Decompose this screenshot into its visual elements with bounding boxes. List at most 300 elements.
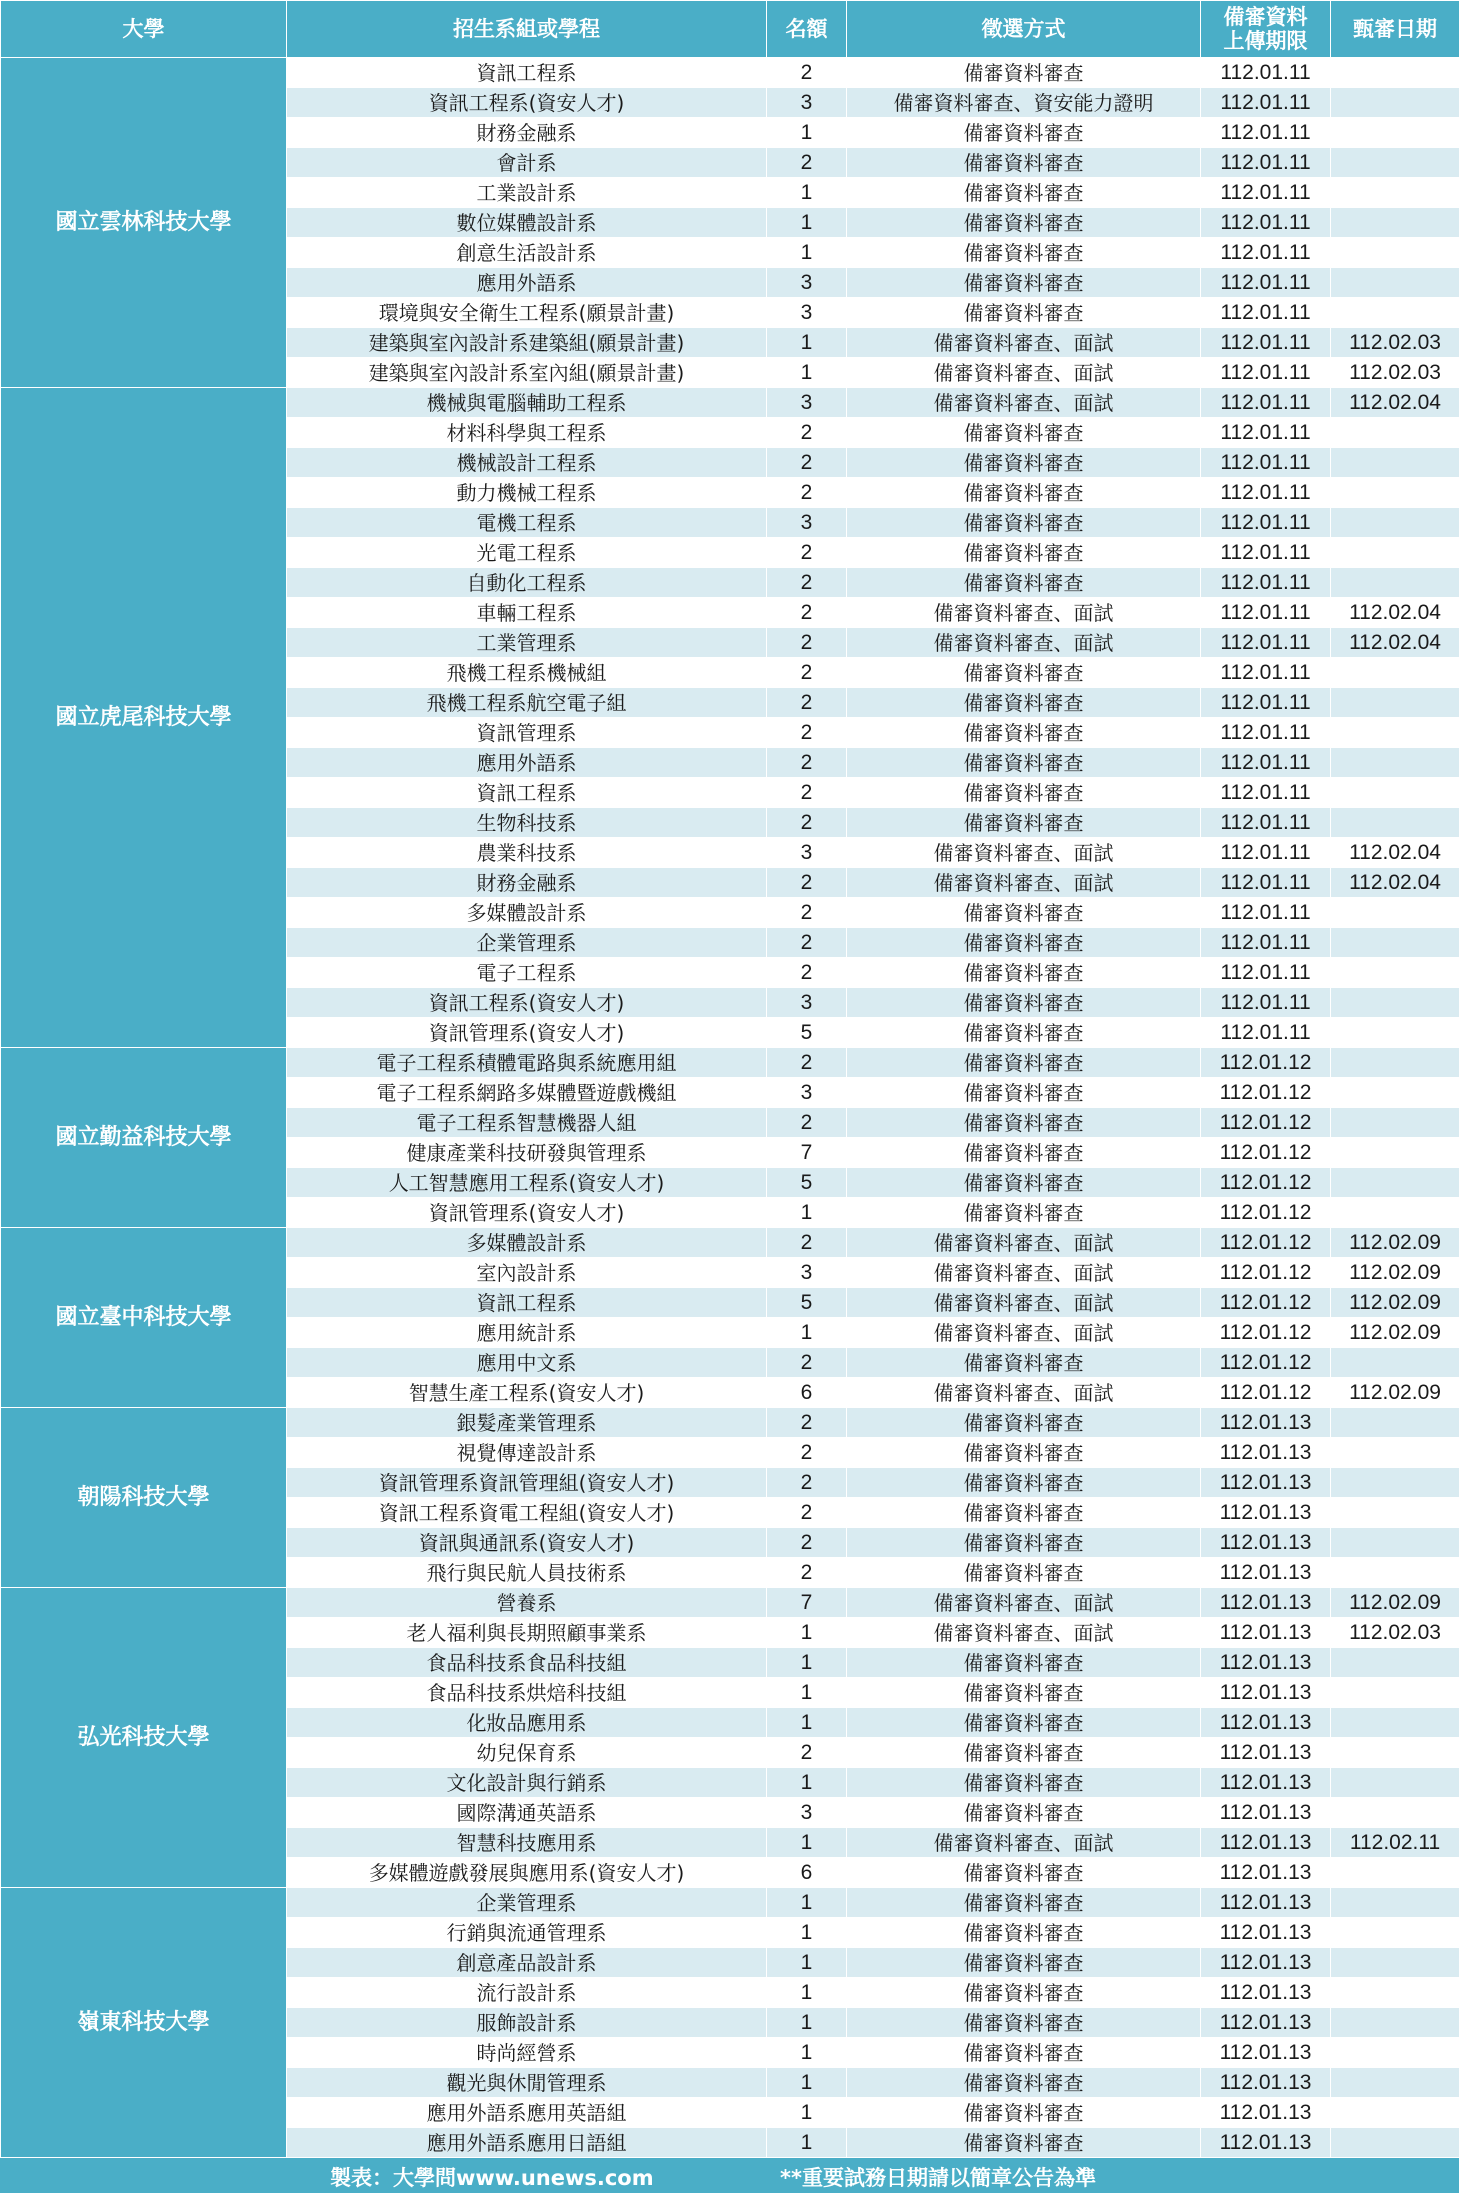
deadline-cell: 112.01.11 [1201, 838, 1331, 868]
method-cell: 備審資料審查、面試 [847, 1228, 1201, 1258]
program-cell: 創意產品設計系 [287, 1948, 767, 1978]
deadline-cell: 112.01.12 [1201, 1198, 1331, 1228]
review-date-cell [1331, 898, 1459, 928]
program-cell: 電機工程系 [287, 508, 767, 538]
method-cell: 備審資料審查 [847, 268, 1201, 298]
method-cell: 備審資料審查、面試 [847, 838, 1201, 868]
program-cell: 建築與室內設計系室內組(願景計畫) [287, 358, 767, 388]
review-date-cell [1331, 1858, 1459, 1888]
quota-cell: 1 [767, 1678, 847, 1708]
deadline-cell: 112.01.11 [1201, 658, 1331, 688]
university-cell: 國立臺中科技大學 [1, 1228, 287, 1408]
table-row [1, 388, 1459, 418]
header-deadline-line1: 備審資料 [1224, 5, 1308, 29]
quota-cell: 6 [767, 1378, 847, 1408]
quota-cell: 1 [767, 2128, 847, 2158]
program-cell: 國際溝通英語系 [287, 1798, 767, 1828]
program-cell: 車輛工程系 [287, 598, 767, 628]
deadline-cell: 112.01.13 [1201, 1438, 1331, 1468]
method-cell: 備審資料審查 [847, 208, 1201, 238]
quota-cell: 3 [767, 388, 847, 418]
program-cell: 工業設計系 [287, 178, 767, 208]
method-cell: 備審資料審查 [847, 2008, 1201, 2038]
method-cell: 備審資料審查 [847, 1348, 1201, 1378]
method-cell: 備審資料審查 [847, 2068, 1201, 2098]
quota-cell: 2 [767, 748, 847, 778]
university-cell: 國立雲林科技大學 [1, 58, 287, 388]
program-cell: 多媒體設計系 [287, 898, 767, 928]
review-date-cell [1331, 568, 1459, 598]
program-cell: 工業管理系 [287, 628, 767, 658]
header-review-date: 甄審日期 [1331, 1, 1459, 58]
deadline-cell: 112.01.11 [1201, 808, 1331, 838]
review-date-cell [1331, 418, 1459, 448]
program-cell: 文化設計與行銷系 [287, 1768, 767, 1798]
method-cell: 備審資料審查 [847, 718, 1201, 748]
method-cell: 備審資料審查 [847, 928, 1201, 958]
program-cell: 電子工程系網路多媒體暨遊戲機組 [287, 1078, 767, 1108]
method-cell: 備審資料審查 [847, 1798, 1201, 1828]
program-cell: 食品科技系烘焙科技組 [287, 1678, 767, 1708]
program-cell: 食品科技系食品科技組 [287, 1648, 767, 1678]
review-date-cell [1331, 2128, 1459, 2158]
table-row [1, 1408, 1459, 1438]
quota-cell: 1 [767, 238, 847, 268]
method-cell: 備審資料審查 [847, 1918, 1201, 1948]
quota-cell: 3 [767, 1258, 847, 1288]
deadline-cell: 112.01.13 [1201, 1498, 1331, 1528]
method-cell: 備審資料審查 [847, 1138, 1201, 1168]
quota-cell: 2 [767, 1558, 847, 1588]
review-date-cell [1331, 148, 1459, 178]
method-cell: 備審資料審查 [847, 418, 1201, 448]
quota-cell: 1 [767, 2038, 847, 2068]
quota-cell: 1 [767, 2008, 847, 2038]
quota-cell: 2 [767, 568, 847, 598]
table-row [1, 1888, 1459, 1918]
header-university: 大學 [1, 1, 287, 58]
method-cell: 備審資料審查 [847, 1888, 1201, 1918]
deadline-cell: 112.01.13 [1201, 1408, 1331, 1438]
quota-cell: 1 [767, 1198, 847, 1228]
deadline-cell: 112.01.11 [1201, 88, 1331, 118]
quota-cell: 3 [767, 838, 847, 868]
review-date-cell [1331, 1108, 1459, 1138]
method-cell: 備審資料審查 [847, 1198, 1201, 1228]
review-date-cell [1331, 178, 1459, 208]
method-cell: 備審資料審查 [847, 1468, 1201, 1498]
method-cell: 備審資料審查 [847, 898, 1201, 928]
method-cell: 備審資料審查、面試 [847, 1288, 1201, 1318]
method-cell: 備審資料審查、面試 [847, 598, 1201, 628]
method-cell: 備審資料審查 [847, 1528, 1201, 1558]
review-date-cell [1331, 1048, 1459, 1078]
method-cell: 備審資料審查 [847, 508, 1201, 538]
quota-cell: 1 [767, 1828, 847, 1858]
deadline-cell: 112.01.11 [1201, 448, 1331, 478]
review-date-cell [1331, 928, 1459, 958]
program-cell: 電子工程系積體電路與系統應用組 [287, 1048, 767, 1078]
method-cell: 備審資料審查 [847, 1048, 1201, 1078]
quota-cell: 3 [767, 988, 847, 1018]
deadline-cell: 112.01.11 [1201, 478, 1331, 508]
review-date-cell [1331, 1468, 1459, 1498]
review-date-cell [1331, 508, 1459, 538]
deadline-cell: 112.01.12 [1201, 1168, 1331, 1198]
review-date-cell: 112.02.04 [1331, 838, 1459, 868]
program-cell: 健康產業科技研發與管理系 [287, 1138, 767, 1168]
deadline-cell: 112.01.11 [1201, 208, 1331, 238]
quota-cell: 2 [767, 538, 847, 568]
review-date-cell [1331, 748, 1459, 778]
quota-cell: 5 [767, 1168, 847, 1198]
program-cell: 資訊管理系(資安人才) [287, 1198, 767, 1228]
deadline-cell: 112.01.11 [1201, 748, 1331, 778]
quota-cell: 1 [767, 1888, 847, 1918]
method-cell: 備審資料審查 [847, 478, 1201, 508]
program-cell: 應用中文系 [287, 1348, 767, 1378]
program-cell: 機械設計工程系 [287, 448, 767, 478]
program-cell: 財務金融系 [287, 118, 767, 148]
program-cell: 老人福利與長期照顧事業系 [287, 1618, 767, 1648]
deadline-cell: 112.01.13 [1201, 1918, 1331, 1948]
program-cell: 化妝品應用系 [287, 1708, 767, 1738]
program-cell: 視覺傳達設計系 [287, 1438, 767, 1468]
method-cell: 備審資料審查、面試 [847, 1318, 1201, 1348]
quota-cell: 2 [767, 1108, 847, 1138]
review-date-cell: 112.02.09 [1331, 1228, 1459, 1258]
review-date-cell [1331, 1768, 1459, 1798]
quota-cell: 2 [767, 1468, 847, 1498]
method-cell: 備審資料審查 [847, 1558, 1201, 1588]
review-date-cell [1331, 1438, 1459, 1468]
review-date-cell [1331, 58, 1459, 88]
program-cell: 電子工程系智慧機器人組 [287, 1108, 767, 1138]
quota-cell: 1 [767, 328, 847, 358]
program-cell: 企業管理系 [287, 928, 767, 958]
review-date-cell [1331, 2068, 1459, 2098]
review-date-cell [1331, 298, 1459, 328]
deadline-cell: 112.01.13 [1201, 2098, 1331, 2128]
deadline-cell: 112.01.13 [1201, 1858, 1331, 1888]
quota-cell: 2 [767, 598, 847, 628]
quota-cell: 1 [767, 1768, 847, 1798]
method-cell: 備審資料審查 [847, 1168, 1201, 1198]
program-cell: 銀髮產業管理系 [287, 1408, 767, 1438]
program-cell: 時尚經營系 [287, 2038, 767, 2068]
program-cell: 創意生活設計系 [287, 238, 767, 268]
table-header [1, 1, 1459, 58]
program-cell: 資訊工程系 [287, 778, 767, 808]
method-cell: 備審資料審查、面試 [847, 388, 1201, 418]
program-cell: 建築與室內設計系建築組(願景計畫) [287, 328, 767, 358]
deadline-cell: 112.01.11 [1201, 58, 1331, 88]
quota-cell: 2 [767, 628, 847, 658]
method-cell: 備審資料審查 [847, 658, 1201, 688]
method-cell: 備審資料審查 [847, 1018, 1201, 1048]
method-cell: 備審資料審查 [847, 1078, 1201, 1108]
method-cell: 備審資料審查 [847, 58, 1201, 88]
review-date-cell: 112.02.04 [1331, 628, 1459, 658]
method-cell: 備審資料審查 [847, 778, 1201, 808]
method-cell: 備審資料審查 [847, 1108, 1201, 1138]
program-cell: 電子工程系 [287, 958, 767, 988]
program-cell: 多媒體遊戲發展與應用系(資安人才) [287, 1858, 767, 1888]
review-date-cell [1331, 1168, 1459, 1198]
deadline-cell: 112.01.13 [1201, 1828, 1331, 1858]
deadline-cell: 112.01.12 [1201, 1348, 1331, 1378]
deadline-cell: 112.01.11 [1201, 148, 1331, 178]
method-cell: 備審資料審查 [847, 748, 1201, 778]
review-date-cell [1331, 1018, 1459, 1048]
method-cell: 備審資料審查 [847, 1498, 1201, 1528]
deadline-cell: 112.01.13 [1201, 1648, 1331, 1678]
review-date-cell [1331, 958, 1459, 988]
method-cell: 備審資料審查 [847, 808, 1201, 838]
program-cell: 企業管理系 [287, 1888, 767, 1918]
deadline-cell: 112.01.13 [1201, 1738, 1331, 1768]
program-cell: 應用外語系應用日語組 [287, 2128, 767, 2158]
quota-cell: 1 [767, 2098, 847, 2128]
method-cell: 備審資料審查 [847, 2098, 1201, 2128]
review-date-cell [1331, 808, 1459, 838]
quota-cell: 2 [767, 868, 847, 898]
program-cell: 幼兒保育系 [287, 1738, 767, 1768]
method-cell: 備審資料審查 [847, 178, 1201, 208]
deadline-cell: 112.01.12 [1201, 1108, 1331, 1138]
review-date-cell [1331, 2008, 1459, 2038]
method-cell: 備審資料審查 [847, 568, 1201, 598]
review-date-cell [1331, 2038, 1459, 2068]
table-row [1, 1228, 1459, 1258]
program-cell: 資訊管理系資訊管理組(資安人才) [287, 1468, 767, 1498]
quota-cell: 1 [767, 1648, 847, 1678]
review-date-cell [1331, 1198, 1459, 1228]
review-date-cell [1331, 208, 1459, 238]
review-date-cell [1331, 1528, 1459, 1558]
deadline-cell: 112.01.11 [1201, 778, 1331, 808]
program-cell: 服飾設計系 [287, 2008, 767, 2038]
deadline-cell: 112.01.13 [1201, 2128, 1331, 2158]
method-cell: 備審資料審查、面試 [847, 358, 1201, 388]
review-date-cell [1331, 1918, 1459, 1948]
program-cell: 財務金融系 [287, 868, 767, 898]
quota-cell: 2 [767, 1048, 847, 1078]
quota-cell: 1 [767, 208, 847, 238]
quota-cell: 1 [767, 1948, 847, 1978]
review-date-cell [1331, 478, 1459, 508]
review-date-cell [1331, 1738, 1459, 1768]
method-cell: 備審資料審查 [847, 1438, 1201, 1468]
review-date-cell [1331, 88, 1459, 118]
deadline-cell: 112.01.13 [1201, 1948, 1331, 1978]
table-row [1, 58, 1459, 88]
program-cell: 觀光與休閒管理系 [287, 2068, 767, 2098]
method-cell: 備審資料審查 [847, 1648, 1201, 1678]
deadline-cell: 112.01.12 [1201, 1228, 1331, 1258]
review-date-cell: 112.02.09 [1331, 1288, 1459, 1318]
deadline-cell: 112.01.11 [1201, 418, 1331, 448]
method-cell: 備審資料審查 [847, 148, 1201, 178]
program-cell: 流行設計系 [287, 1978, 767, 2008]
program-cell: 應用統計系 [287, 1318, 767, 1348]
deadline-cell: 112.01.13 [1201, 1888, 1331, 1918]
method-cell: 備審資料審查 [847, 1858, 1201, 1888]
program-cell: 數位媒體設計系 [287, 208, 767, 238]
quota-cell: 1 [767, 1318, 847, 1348]
university-cell: 朝陽科技大學 [1, 1408, 287, 1588]
quota-cell: 2 [767, 1408, 847, 1438]
footer-credit: 製表：大學問www.unews.com [330, 2162, 654, 2192]
review-date-cell [1331, 538, 1459, 568]
program-cell: 資訊管理系 [287, 718, 767, 748]
deadline-cell: 112.01.13 [1201, 2038, 1331, 2068]
method-cell: 備審資料審查 [847, 1948, 1201, 1978]
quota-cell: 2 [767, 418, 847, 448]
review-date-cell [1331, 238, 1459, 268]
header-deadline-line2: 上傳期限 [1224, 29, 1308, 53]
header-method: 徵選方式 [847, 1, 1201, 58]
table-body [1, 58, 1459, 2158]
program-cell: 資訊管理系(資安人才) [287, 1018, 767, 1048]
program-cell: 應用外語系 [287, 748, 767, 778]
program-cell: 動力機械工程系 [287, 478, 767, 508]
method-cell: 備審資料審查 [847, 448, 1201, 478]
quota-cell: 1 [767, 358, 847, 388]
quota-cell: 1 [767, 118, 847, 148]
method-cell: 備審資料審查 [847, 118, 1201, 148]
method-cell: 備審資料審查 [847, 1678, 1201, 1708]
method-cell: 備審資料審查 [847, 958, 1201, 988]
method-cell: 備審資料審查、面試 [847, 1618, 1201, 1648]
program-cell: 應用外語系應用英語組 [287, 2098, 767, 2128]
method-cell: 備審資料審查 [847, 2038, 1201, 2068]
program-cell: 室內設計系 [287, 1258, 767, 1288]
deadline-cell: 112.01.12 [1201, 1138, 1331, 1168]
review-date-cell [1331, 1978, 1459, 2008]
review-date-cell [1331, 778, 1459, 808]
program-cell: 飛行與民航人員技術系 [287, 1558, 767, 1588]
review-date-cell [1331, 988, 1459, 1018]
review-date-cell: 112.02.03 [1331, 328, 1459, 358]
review-date-cell [1331, 1558, 1459, 1588]
program-cell: 環境與安全衛生工程系(願景計畫) [287, 298, 767, 328]
method-cell: 備審資料審查 [847, 538, 1201, 568]
program-cell: 生物科技系 [287, 808, 767, 838]
deadline-cell: 112.01.13 [1201, 1588, 1331, 1618]
review-date-cell [1331, 1888, 1459, 1918]
program-cell: 光電工程系 [287, 538, 767, 568]
review-date-cell: 112.02.03 [1331, 1618, 1459, 1648]
review-date-cell: 112.02.09 [1331, 1588, 1459, 1618]
quota-cell: 2 [767, 448, 847, 478]
program-cell: 資訊工程系(資安人才) [287, 88, 767, 118]
review-date-cell: 112.02.04 [1331, 388, 1459, 418]
deadline-cell: 112.01.13 [1201, 1798, 1331, 1828]
program-cell: 飛機工程系航空電子組 [287, 688, 767, 718]
deadline-cell: 112.01.13 [1201, 1768, 1331, 1798]
review-date-cell [1331, 1708, 1459, 1738]
method-cell: 備審資料審查、面試 [847, 1378, 1201, 1408]
quota-cell: 2 [767, 1228, 847, 1258]
deadline-cell: 112.01.11 [1201, 628, 1331, 658]
method-cell: 備審資料審查、面試 [847, 1828, 1201, 1858]
deadline-cell: 112.01.13 [1201, 1978, 1331, 2008]
university-cell: 嶺東科技大學 [1, 1888, 287, 2158]
deadline-cell: 112.01.11 [1201, 178, 1331, 208]
review-date-cell: 112.02.11 [1331, 1828, 1459, 1858]
quota-cell: 2 [767, 928, 847, 958]
method-cell: 備審資料審查、資安能力證明 [847, 88, 1201, 118]
review-date-cell [1331, 1798, 1459, 1828]
method-cell: 備審資料審查 [847, 1768, 1201, 1798]
university-cell: 國立勤益科技大學 [1, 1048, 287, 1228]
quota-cell: 2 [767, 148, 847, 178]
deadline-cell: 112.01.13 [1201, 1558, 1331, 1588]
review-date-cell [1331, 1348, 1459, 1378]
deadline-cell: 112.01.13 [1201, 1468, 1331, 1498]
program-cell: 營養系 [287, 1588, 767, 1618]
review-date-cell: 112.02.09 [1331, 1258, 1459, 1288]
program-cell: 行銷與流通管理系 [287, 1918, 767, 1948]
method-cell: 備審資料審查 [847, 1738, 1201, 1768]
quota-cell: 7 [767, 1138, 847, 1168]
deadline-cell: 112.01.11 [1201, 718, 1331, 748]
review-date-cell [1331, 1648, 1459, 1678]
deadline-cell: 112.01.12 [1201, 1078, 1331, 1108]
quota-cell: 1 [767, 178, 847, 208]
deadline-cell: 112.01.12 [1201, 1318, 1331, 1348]
review-date-cell [1331, 1138, 1459, 1168]
quota-cell: 1 [767, 1918, 847, 1948]
deadline-cell: 112.01.11 [1201, 598, 1331, 628]
method-cell: 備審資料審查 [847, 238, 1201, 268]
program-cell: 農業科技系 [287, 838, 767, 868]
deadline-cell: 112.01.11 [1201, 358, 1331, 388]
header-program: 招生系組或學程 [287, 1, 767, 58]
deadline-cell: 112.01.11 [1201, 238, 1331, 268]
method-cell: 備審資料審查 [847, 688, 1201, 718]
program-cell: 會計系 [287, 148, 767, 178]
review-date-cell: 112.02.09 [1331, 1378, 1459, 1408]
quota-cell: 3 [767, 88, 847, 118]
table-footer [0, 2158, 1459, 2193]
method-cell: 備審資料審查 [847, 1978, 1201, 2008]
method-cell: 備審資料審查 [847, 298, 1201, 328]
program-cell: 智慧科技應用系 [287, 1828, 767, 1858]
quota-cell: 2 [767, 58, 847, 88]
header-quota: 名額 [767, 1, 847, 58]
review-date-cell: 112.02.04 [1331, 868, 1459, 898]
deadline-cell: 112.01.11 [1201, 568, 1331, 598]
review-date-cell [1331, 688, 1459, 718]
deadline-cell: 112.01.13 [1201, 1708, 1331, 1738]
quota-cell: 1 [767, 2068, 847, 2098]
review-date-cell [1331, 268, 1459, 298]
deadline-cell: 112.01.13 [1201, 1528, 1331, 1558]
deadline-cell: 112.01.11 [1201, 328, 1331, 358]
review-date-cell [1331, 1078, 1459, 1108]
method-cell: 備審資料審查 [847, 1408, 1201, 1438]
deadline-cell: 112.01.11 [1201, 508, 1331, 538]
deadline-cell: 112.01.11 [1201, 1018, 1331, 1048]
program-cell: 資訊工程系資電工程組(資安人才) [287, 1498, 767, 1528]
quota-cell: 3 [767, 1078, 847, 1108]
deadline-cell: 112.01.11 [1201, 958, 1331, 988]
table-row [1, 1588, 1459, 1618]
program-cell: 應用外語系 [287, 268, 767, 298]
quota-cell: 3 [767, 268, 847, 298]
